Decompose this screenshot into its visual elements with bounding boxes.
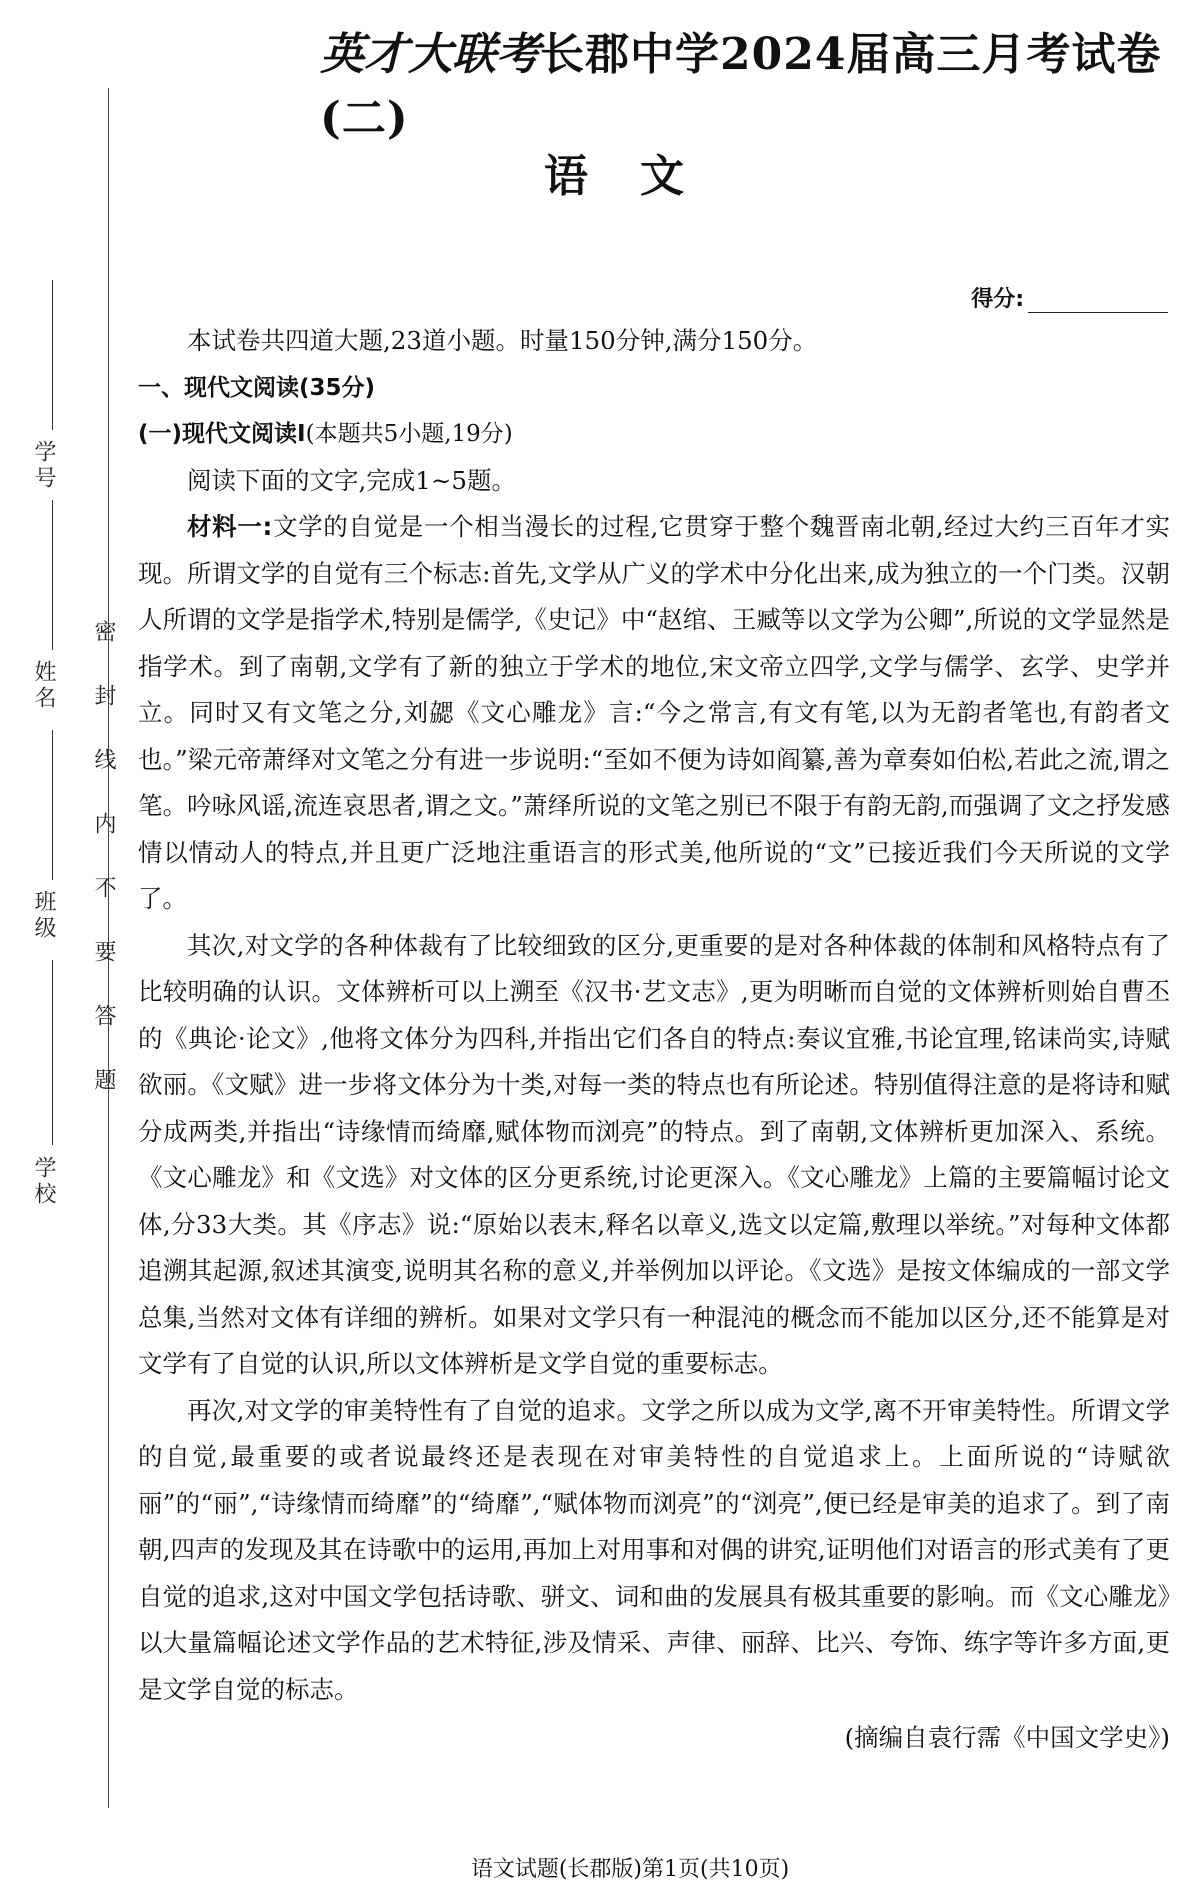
material-paragraph-2: 其次,对文学的各种体裁有了比较细致的区分,更重要的是对各种体裁的体制和风格特点有了比较明确的认识。文体辨析可以上溯至《汉书·艺文志》,更为明晰而自觉的文体辨析则始自曹丕的《典论·论文》,他将文体分为四科,并指出它们各自的特点:奏议宜雅,书论宜理,铭诔尚实,诗赋欲丽。《文赋》进一步将文体分为十类,对每一类的特点也有所论述。特别值得注意的是将诗和赋分成两类,并指出“诗缘情而绮靡,赋体物而浏亮”的特点。到了南朝,文体辨析更加深入、系统。《文心雕龙》和《文选》对文体的区分更系统,讨论更深入。《文心雕龙》上篇的主要篇幅讨论文体,分33大类。其《序志》说:“原始以表末,释名以章义,选文以定篇,敷理以举统。”对每种文体都追溯其起源,叙述其演变,说明其名称的意义,并举例加以评论。《文选》是按文体编成的一部文学总集,当然对文体有详细的辨析。如果对文学只有一种混沌的概念而不能加以区分,还不能算是对文学有了自觉的认识,所以文体辨析是文学自觉的重要标志。: [138, 930, 1170, 1378]
score-label: 得分:: [971, 287, 1024, 312]
subject-title: 语文: [544, 151, 736, 202]
name-blank: [52, 500, 53, 650]
exam-title: [320, 18, 1180, 146]
material-paragraph-1: [138, 504, 1170, 923]
school-blank: [52, 960, 53, 1145]
class-label: 班级: [31, 890, 56, 942]
subsection-heading: [138, 411, 1170, 458]
subsection-note: (本题共5小题,19分): [305, 421, 513, 447]
subsection-title: (一)现代文阅读Ⅰ: [138, 421, 306, 447]
school-label: 学校: [31, 1156, 56, 1208]
material-label: 材料一:: [187, 512, 273, 541]
material-text-1: 文学的自觉是一个相当漫长的过程,它贯穿于整个魏晋南北朝,经过大约三百年才实现。所谓文学的自觉有三个标志:首先,文学从广义的学术中分化出来,成为独立的一个门类。汉朝人所谓的文学是指学术,特别是儒学,《史记》中“赵绾、王臧等以文学为公卿”,所说的文学显然是指学术。到了南朝,文学有了新的独立于学术的地位,宋文帝立四学,文学与儒学、玄学、史学并立。同时又有文笔之分,刘勰《文心雕龙》言:“今之常言,有文有笔,以为无韵者笔也,有韵者文也。”梁元帝萧绎对文笔之分有进一步说明:“至如不便为诗如阎纂,善为章奏如伯松,若此之流,谓之笔。吟咏风谣,流连哀思者,谓之文。”萧绎所说的文笔之别已不限于有韵无韵,而强调了文之抒发感情以情动人的特点,并且更广泛地注重语言的形式美,他所说的“文”已接近我们今天所说的文学了。: [138, 512, 1170, 913]
exam-brand: 英才大联考: [320, 29, 540, 80]
score-blank[interactable]: [1028, 292, 1168, 313]
material-source: (摘编自袁行霈《中国文学史》): [844, 1723, 1170, 1752]
student-id-label: 学号: [31, 440, 56, 492]
score-field: [971, 282, 1168, 313]
material-paragraph-3: 再次,对文学的审美特性有了自觉的追求。文学之所以成为文学,离不开审美特性。所谓文学的自觉,最重要的或者说最终还是表现在对审美特性的自觉追求上。上面所说的“诗赋欲丽”的“丽”,“诗缘情而绮靡”的“绮靡”,“赋体物而浏亮”的“浏亮”,便已经是审美的追求了。到了南朝,四声的发现及其在诗歌中的运用,再加上对用事和对偶的讲究,证明他们对语言的形式美有了更自觉的追求,这对中国文学包括诗歌、骈文、词和曲的发展具有极其重要的影响。而《文心雕龙》以大量篇幅论述文学作品的艺术特征,涉及情采、声律、丽辞、比兴、夸饰、练字等许多方面,更是文学自觉的标志。: [138, 1395, 1170, 1704]
reading-instruction: 阅读下面的文字,完成1~5题。: [187, 465, 516, 495]
exam-title-text: 长郡中学2024届高三月考试卷(二): [320, 29, 1162, 144]
seal-notice: 密封线内不要答题: [91, 620, 116, 1132]
class-blank: [52, 730, 53, 880]
student-id-blank: [52, 280, 53, 430]
name-label: 姓名: [31, 660, 56, 712]
document-body: [138, 318, 1170, 1762]
section-heading: 一、现代文阅读(35分): [138, 374, 376, 401]
page-footer: 语文试题(长郡版)第1页(共10页): [470, 1857, 790, 1882]
exam-intro: 本试卷共四道大题,23道小题。时量150分钟,满分150分。: [187, 326, 818, 355]
